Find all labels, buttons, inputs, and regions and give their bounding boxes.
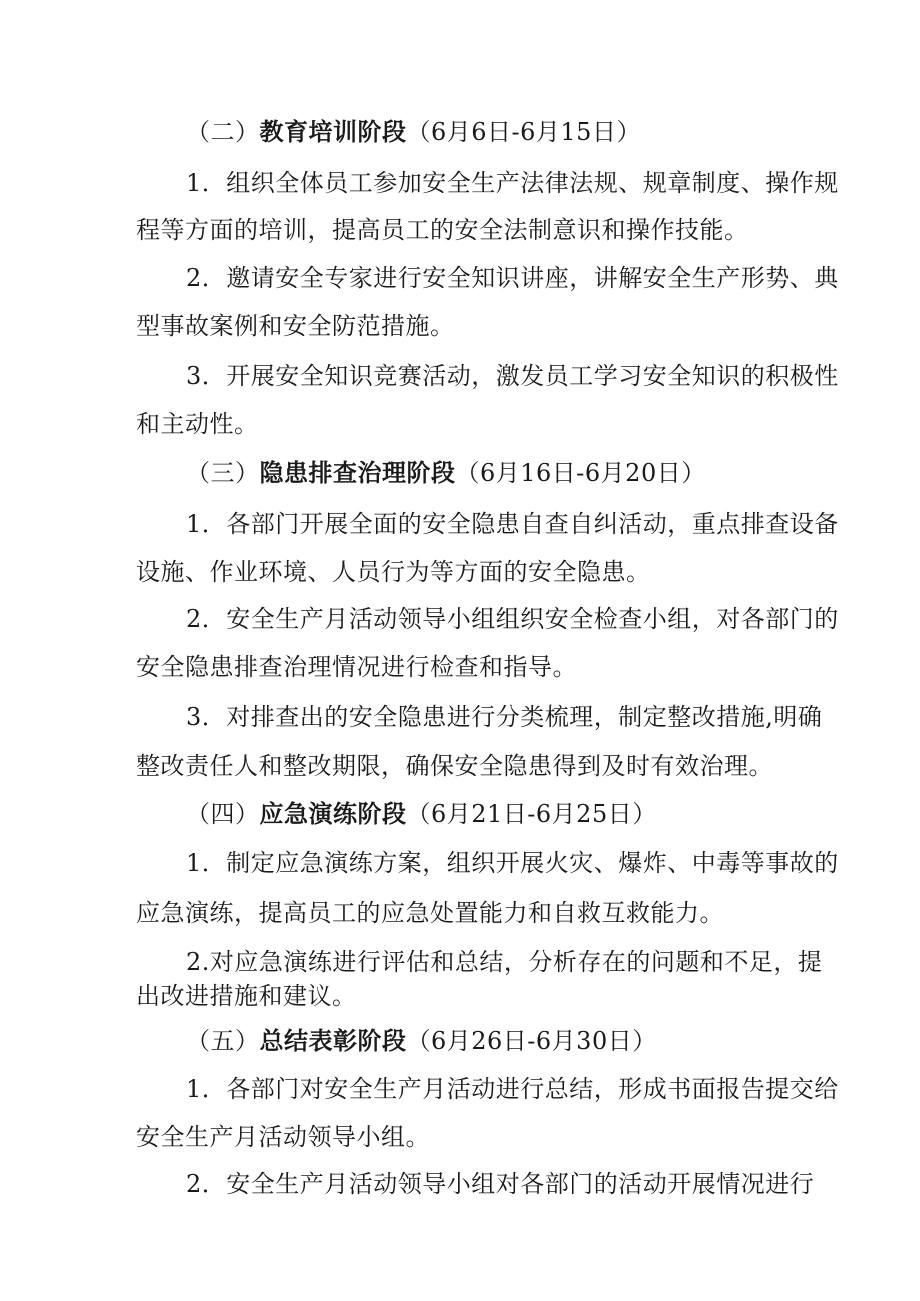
paragraph-line: 2.对应急演练进行评估和总结，分析存在的问题和不足，提	[186, 948, 823, 976]
section-number: （四）	[186, 800, 260, 828]
section-heading-5	[186, 1025, 657, 1057]
paragraph-line: 程等方面的培训，提高员工的安全法制意识和操作技能。	[136, 216, 749, 244]
paragraph-line: 2．安全生产月活动领导小组对各部门的活动开展情况进行	[186, 1170, 815, 1198]
section-date: （6月6日-6月15日）	[406, 118, 641, 146]
paragraph-line: 应急演练，提高员工的应急处置能力和自救互救能力。	[136, 899, 724, 927]
section-title: 教育培训阶段	[259, 117, 407, 146]
paragraph-line: 1．组织全体员工参加安全生产法律法规、规章制度、操作规	[186, 169, 839, 197]
paragraph-line: 出改进措施和建议。	[136, 982, 357, 1010]
section-title: 隐患排查治理阶段	[259, 458, 456, 487]
section-heading-2	[186, 116, 641, 148]
paragraph-line: 1．各部门开展全面的安全隐患自查自纠活动，重点排查设备	[186, 510, 839, 538]
section-number: （二）	[186, 118, 260, 146]
paragraph-line: 2．安全生产月活动领导小组组织安全检查小组，对各部门的	[186, 605, 839, 633]
section-title: 应急演练阶段	[259, 799, 407, 828]
section-number: （五）	[186, 1027, 260, 1055]
section-number: （三）	[186, 459, 260, 487]
paragraph-line: 1．各部门对安全生产月活动进行总结，形成书面报告提交给	[186, 1075, 839, 1103]
paragraph-line: 1．制定应急演练方案，组织开展火灾、爆炸、中毒等事故的	[186, 849, 839, 877]
paragraph-line: 3．开展安全知识竞赛活动，激发员工学习安全知识的积极性	[186, 362, 839, 390]
paragraph-line: 安全隐患排查治理情况进行检查和指导。	[136, 653, 577, 681]
paragraph-line: 整改责任人和整改期限，确保安全隐患得到及时有效治理。	[136, 752, 773, 780]
paragraph-line: 和主动性。	[136, 410, 259, 438]
section-heading-3	[186, 457, 706, 489]
paragraph-line: 型事故案例和安全防范措施。	[136, 312, 455, 340]
section-heading-4	[186, 798, 657, 830]
paragraph-line: 2．邀请安全专家进行安全知识讲座，讲解安全生产形势、典	[186, 264, 839, 292]
section-date: （6月21日-6月25日）	[406, 800, 657, 828]
paragraph-line: 3．对排查出的安全隐患进行分类梳理，制定整改措施,明确	[186, 703, 823, 731]
paragraph-line: 安全生产月活动领导小组。	[136, 1123, 430, 1151]
section-title: 总结表彰阶段	[259, 1026, 407, 1055]
paragraph-line: 设施、作业环境、人员行为等方面的安全隐患。	[136, 558, 651, 586]
section-date: （6月26日-6月30日）	[406, 1027, 657, 1055]
section-date: （6月16日-6月20日）	[455, 459, 706, 487]
